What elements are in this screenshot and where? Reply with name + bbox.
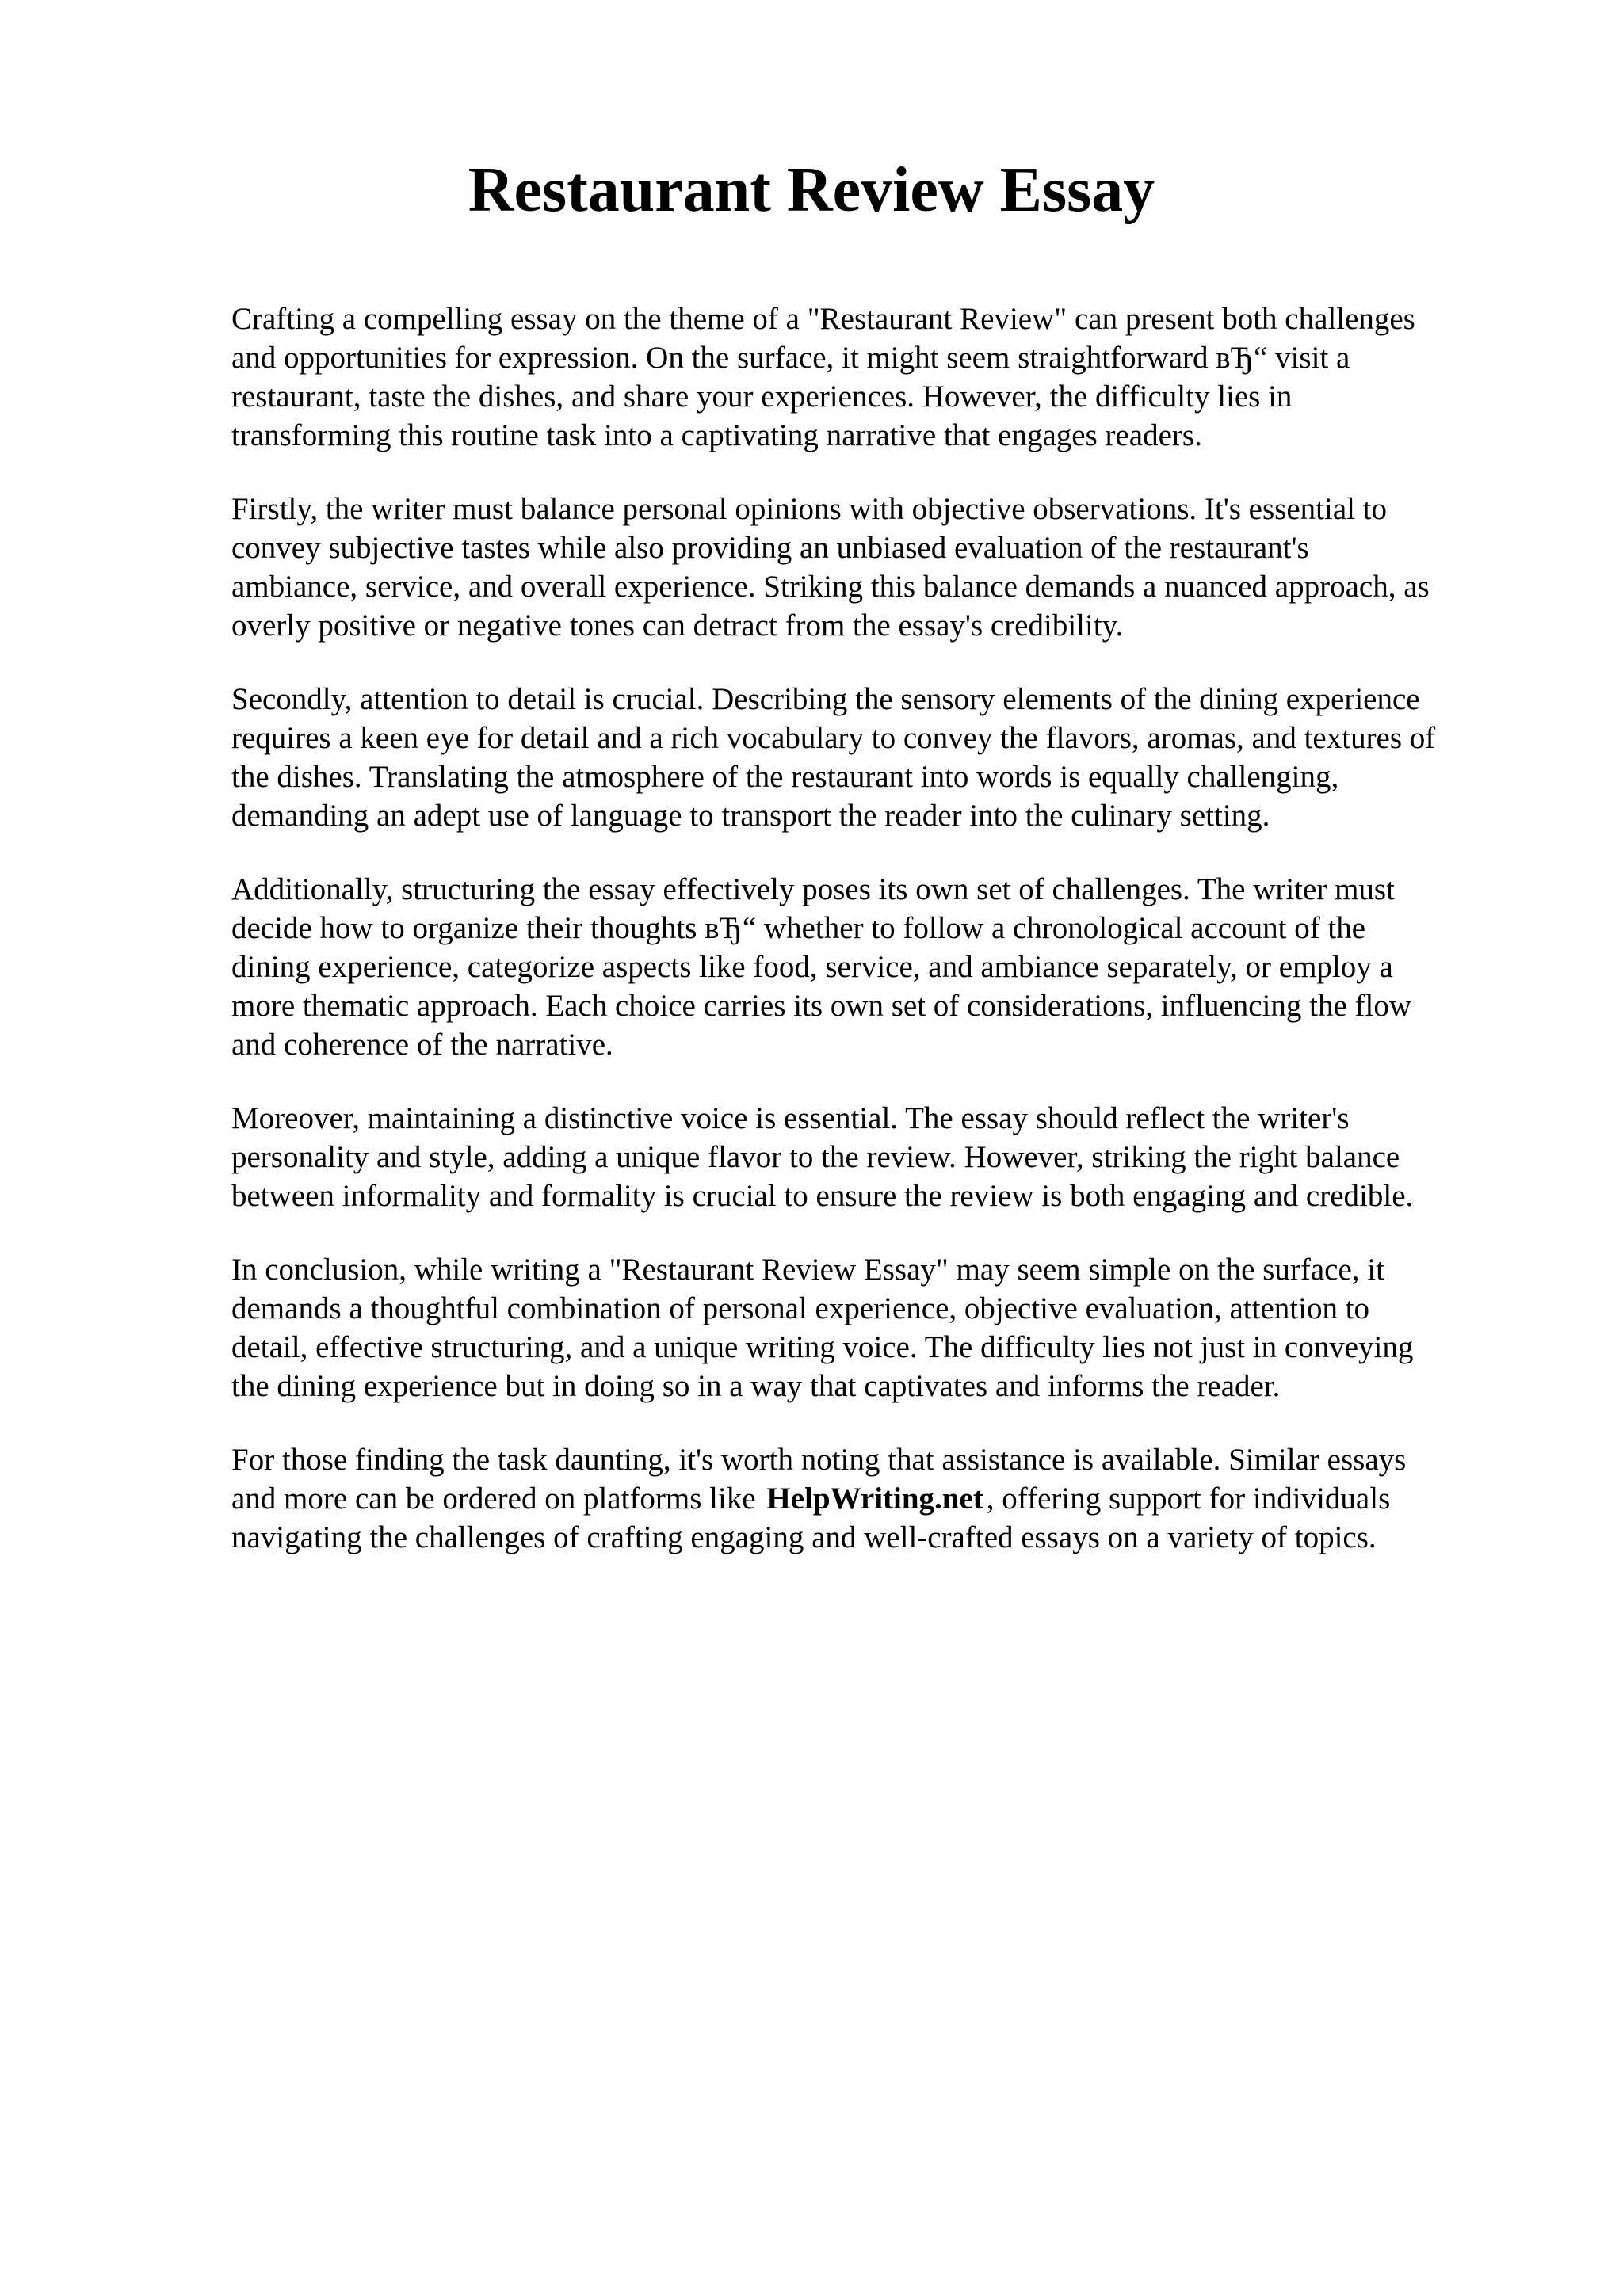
- paragraph-structure: Additionally, structuring the essay effectively poses its own set of challenges. The writer must decide how to organize their thoughts вЂ“ whether to follow a chronological account of the dining experience, categorize aspects like food, service, and ambiance separately, or employ a more thematic approach. Each choice carries its own set of considerations, influencing the flow and coherence of the narrative.: [231, 872, 1412, 1062]
- paragraph-voice: Moreover, maintaining a distinctive voice is essential. The essay should reflect the writer's personality and style, adding a unique flavor to the review. However, striking the right balance between informality and formality is crucial to ensure the review is both engaging and credible.: [231, 1101, 1414, 1213]
- paragraph-intro: Crafting a compelling essay on the theme of a "Restaurant Review" can present both challenges and opportunities for expression. On the surface, it might seem straightforward вЂ“ visit a restaurant, taste the dishes, and share your experiences. However, the difficulty lies in transforming this routine task into a captivating narrative that engages readers.: [231, 302, 1415, 452]
- page-title: Restaurant Review Essay: [468, 155, 1155, 225]
- closing-text-before-link: For those finding the task daunting, it's worth noting that assistance is available. Similar essays and more can be ordered on platforms like: [231, 1443, 1407, 1516]
- paragraph-detail: Secondly, attention to detail is crucial. Describing the sensory elements of the dining experience requires a keen eye for detail and a rich vocabulary to convey the flavors, aromas, and textures of the dishes. Translating the atmosphere of the restaurant into words is equally challenging, demanding an adept use of language to transport the reader into the culinary setting.: [231, 682, 1436, 833]
- paragraph-balance: Firstly, the writer must balance personal opinions with objective observations. It's essential to convey subjective tastes while also providing an unbiased evaluation of the restaurant's ambiance, service, and overall experience. Striking this balance demands a nuanced approach, as overly positive or negative tones can detract from the essay's credibility.: [231, 492, 1430, 643]
- helpwriting-link[interactable]: HelpWriting.net: [766, 1482, 983, 1516]
- paragraph-closing: [231, 1440, 1531, 1557]
- closing-text-after-link: , offering support for individuals navigating the challenges of crafting engaging and well-crafted essays on a variety of topics.: [231, 1482, 1391, 1554]
- essay-body: [231, 299, 1531, 1592]
- paragraph-conclusion: In conclusion, while writing a "Restaurant Review Essay" may seem simple on the surface, it demands a thoughtful combination of personal experience, objective evaluation, attention to detail, effective structuring, and a unique writing voice. The difficulty lies not just in conveying the dining experience but in doing so in a way that captivates and informs the reader.: [231, 1253, 1414, 1403]
